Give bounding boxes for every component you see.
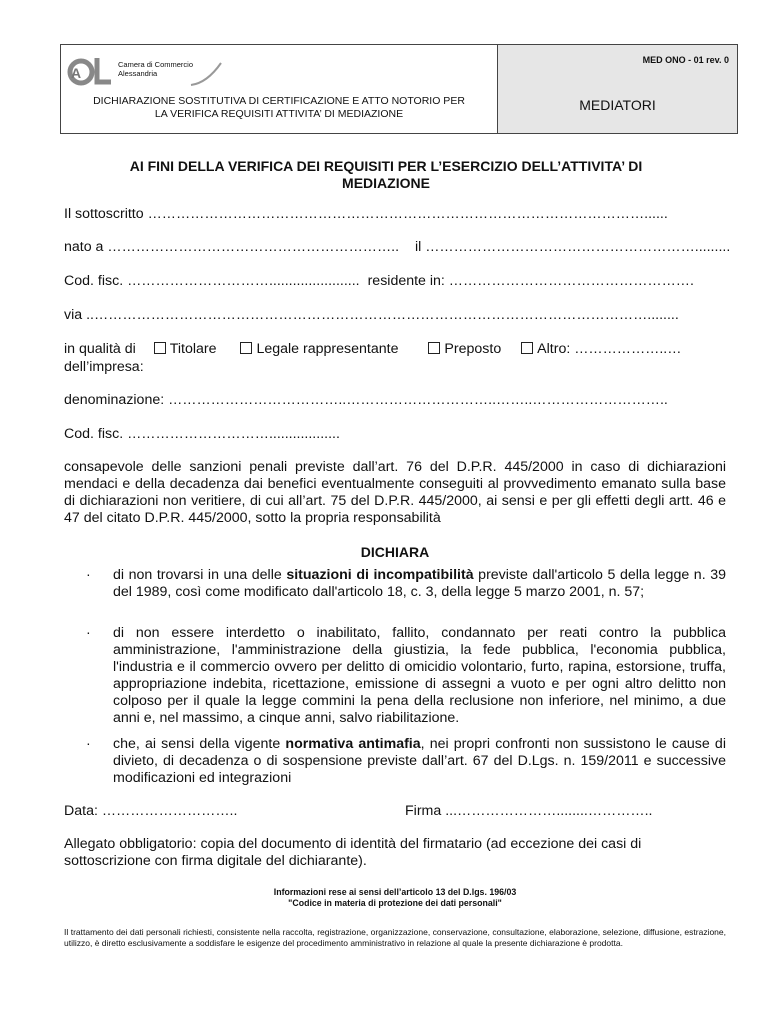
- birthdate-field[interactable]: il ………………………………………………….........: [414, 239, 731, 255]
- role-label: in qualità di: [64, 341, 136, 357]
- form-code: MED ONO - 01 rev. 0: [642, 55, 729, 65]
- form-title-line-2: LA VERIFICA REQUISITI ATTIVITA’ DI MEDIAZIONE: [154, 108, 404, 120]
- role-row: [64, 341, 730, 357]
- mandatory-attachment: Allegato obbligatorio: copia del documento di identità del firmatario (ad eccezione dei casi di sottoscrizione con firma digitale del dichiarante).: [64, 836, 642, 869]
- cf-residence-row: [64, 273, 730, 289]
- address-field[interactable]: via ..………………………………………………………………………………………………………........: [64, 307, 679, 323]
- logo-text: [118, 60, 193, 78]
- declaration-text: [113, 567, 726, 601]
- bullet-mark: ·: [86, 736, 91, 752]
- company-tax-code-field[interactable]: Cod. fisc. …………………………..................: [64, 426, 340, 442]
- privacy-heading: [64, 887, 726, 908]
- declaration-bold-part: situazioni di incompatibilità: [286, 567, 474, 583]
- bullet-mark: ·: [86, 567, 91, 583]
- declaration-text-part: che, ai sensi della vigente: [113, 736, 286, 752]
- signature-field[interactable]: Firma ...…………………........…………..: [405, 803, 653, 819]
- main-title-line-2: MEDIAZIONE: [342, 175, 430, 191]
- declaration-text: di non essere interdetto o inabilitato, fallito, condannato per reati contro la pubblica amministrazione, l'amministrazione della giustizia, la fede pubblica, l'economia pubblica, l'industria e il commercio ovvero per delitto di omicidio volontario, furto, rapina, estorsione, truffa, appropriazione indebita, ricettazione, emissione di assegni a vuoto e per ogni altro delitto non colposo per il quale la legge commini la pena della reclusione non inferiore, nel minimo, a due anni e, nel massimo, a cinque anni, salvo riabilitazione.: [113, 625, 726, 726]
- checkbox-legale[interactable]: [240, 342, 252, 354]
- option-preposto[interactable]: [428, 341, 501, 357]
- checkbox-preposto[interactable]: [428, 342, 440, 354]
- chamber-logo: [67, 49, 227, 89]
- form-title: [61, 95, 497, 121]
- checkbox-titolare[interactable]: [154, 342, 166, 354]
- option-titolare[interactable]: [154, 341, 217, 357]
- option-legale-label: Legale rappresentante: [256, 341, 399, 357]
- birthplace-field[interactable]: nato a ……………………………………………………..: [64, 239, 400, 255]
- privacy-heading-line-2: "Codice in materia di protezione dei dati personali": [288, 897, 502, 908]
- option-legale[interactable]: [240, 341, 398, 357]
- option-titolare-label: Titolare: [169, 341, 217, 357]
- date-signature-row: [64, 803, 730, 819]
- declaration-item: [86, 567, 726, 601]
- logo-swoosh-icon: [187, 59, 227, 89]
- option-altro[interactable]: [521, 341, 681, 357]
- document-header: [60, 44, 738, 134]
- company-name-field[interactable]: denominazione: ………………………………..…………………………..……..………………………..: [64, 392, 668, 408]
- company-label: dell’impresa:: [64, 359, 144, 375]
- svg-text:A: A: [71, 65, 82, 81]
- privacy-text: Il trattamento dei dati personali richiesti, consistente nella raccolta, registrazione, organizzazione, conservazione, consultazione, elaborazione, selezione, diffusione, estrazione, utilizzo, è diretto esclusivamente a soddisfare le esigenze del procedimento amministrativo in relazione al quale la presente dichiarazione è prodotta.: [64, 927, 726, 948]
- declaration-bold-part: normativa antimafia: [285, 736, 421, 752]
- al-logo-icon: [67, 52, 115, 86]
- main-title: [66, 158, 706, 192]
- declaration-text-part: previste dall'articolo 5 della legge n. 39 del 1989, così come modificato dall'articolo 18, c. 3, della legge 5 marzo 2001, n. 57;: [113, 567, 726, 600]
- option-preposto-label: Preposto: [444, 341, 502, 357]
- checkbox-altro[interactable]: [521, 342, 533, 354]
- residence-field[interactable]: residente in: …………………………………………….: [367, 273, 694, 289]
- tax-code-field[interactable]: Cod. fisc. ………………………….......................: [64, 273, 360, 289]
- main-title-line-1: AI FINI DELLA VERIFICA DEI REQUISITI PER L’ESERCIZIO DELL’ATTIVITA’ DI: [129, 158, 643, 174]
- birth-row: [64, 239, 730, 255]
- declaration-item: [86, 736, 726, 787]
- form-category: MEDIATORI: [579, 97, 656, 113]
- form-title-line-1: DICHIARAZIONE SOSTITUTIVA DI CERTIFICAZIONE E ATTO NOTORIO PER: [93, 95, 465, 107]
- declares-heading: DICHIARA: [360, 544, 430, 560]
- bullet-mark: ·: [86, 625, 91, 641]
- declaration-text: [113, 736, 726, 787]
- declaration-item: [86, 625, 726, 727]
- declaration-text-part: di non trovarsi in una delle: [113, 567, 287, 583]
- sottoscritto-field[interactable]: Il sottoscritto ……………………………………………………………………………………………......: [64, 206, 668, 222]
- date-field[interactable]: Data: ………………………..: [64, 803, 238, 819]
- header-left: [61, 45, 498, 133]
- declaration-text-part: , nei propri confronti non sussistono le cause di divieto, di decadenza o di sospensione previste dall’art. 67 del D.Lgs. n. 159/2011 e successive modificazioni ed integrazioni: [113, 736, 726, 786]
- option-altro-label: Altro: ………………..…: [537, 341, 682, 357]
- logo-line-1: Camera di Commercio: [118, 60, 194, 69]
- awareness-paragraph: consapevole delle sanzioni penali previste dall’art. 76 del D.P.R. 445/2000 in caso di dichiarazioni mendaci e della decadenza dai benefici eventualmente conseguiti al provvedimento emanato sulla base di dichiarazioni non veritiere, di cui all’art. 75 del D.P.R. 445/2000, ai sensi e per gli effetti degli artt. 46 e 47 del citato D.P.R. 445/2000, sotto la propria responsabilità: [64, 459, 726, 526]
- logo-line-2: Alessandria: [118, 69, 158, 78]
- header-right: [498, 45, 737, 133]
- privacy-heading-line-1: Informazioni rese ai sensi dell’articolo 13 del D.lgs. 196/03: [273, 887, 517, 897]
